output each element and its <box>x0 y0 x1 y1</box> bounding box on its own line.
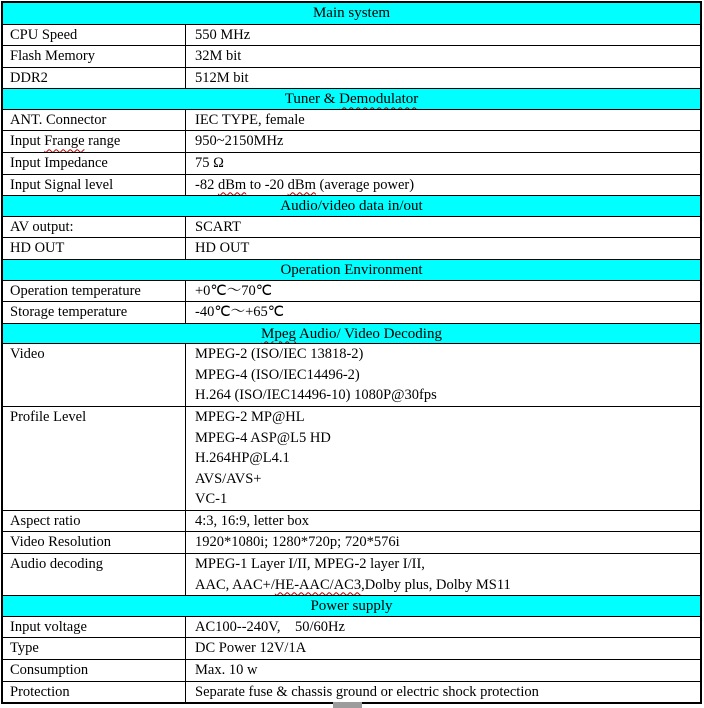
spec-label-cell <box>3 68 186 89</box>
spec-value-cell <box>186 532 700 553</box>
spec-label <box>10 68 185 89</box>
spec-value-line <box>195 175 700 196</box>
text-segment: AV output: <box>10 218 74 235</box>
text-segment: 32M bit <box>195 48 242 65</box>
text-segment: H.264 (ISO/IEC14496-10) 1080P@30fps <box>195 387 437 404</box>
text-segment: Flash Memory <box>10 48 95 65</box>
table-row <box>3 343 700 406</box>
table-row <box>3 109 700 131</box>
spec-value-cell <box>186 660 700 681</box>
text-segment: MPEG-4 (ISO/IEC14496-2) <box>195 366 360 383</box>
text-segment: 550 MHz <box>195 26 251 43</box>
spec-label-cell <box>3 638 186 659</box>
table-row <box>3 301 700 323</box>
text-segment: 75 Ω <box>195 155 224 172</box>
spec-value-cell <box>186 25 700 46</box>
spec-label <box>10 638 185 659</box>
spec-value-cell <box>186 281 700 302</box>
text-segment: Audio/ Video Decoding <box>296 325 442 342</box>
spec-label <box>10 238 185 259</box>
text-segment: -82 <box>195 176 218 193</box>
section-header <box>3 323 700 344</box>
spec-label-cell <box>3 238 186 259</box>
text-segment: to -20 <box>246 176 288 193</box>
spec-label-cell <box>3 532 186 553</box>
spec-value-cell <box>186 344 700 406</box>
spec-label <box>10 281 185 302</box>
table-row <box>3 637 700 659</box>
text-segment: SCART <box>195 218 241 235</box>
spec-label-cell <box>3 660 186 681</box>
table-row <box>3 174 700 196</box>
text-segment: MPEG-2 MP@HL <box>195 408 305 425</box>
spec-label <box>10 46 185 67</box>
text-segment: 4:3, 16:9, letter box <box>195 512 309 529</box>
text-segment: Operation temperature <box>10 282 141 299</box>
spec-label <box>10 532 185 553</box>
misspelled-word: Frange <box>44 133 85 150</box>
spec-label-cell <box>3 617 186 638</box>
misspelled-word: Demodulator <box>339 91 419 108</box>
spec-label-cell <box>3 344 186 406</box>
text-segment: Main system <box>312 5 391 21</box>
spec-label <box>10 25 185 46</box>
spec-value-line <box>195 682 700 703</box>
spec-value-cell <box>186 617 700 638</box>
text-segment: (average power) <box>315 176 415 193</box>
text-segment: Input Impedance <box>10 155 108 172</box>
spec-value-line <box>195 617 700 638</box>
spec-table <box>1 1 702 704</box>
text-segment: Type <box>10 640 39 657</box>
spec-value-cell <box>186 217 700 238</box>
spec-value-line <box>195 46 700 67</box>
misspelled-word: Mpeg <box>261 325 297 342</box>
text-segment: Consumption <box>10 661 89 678</box>
spec-value-line <box>195 68 700 89</box>
spec-value-cell <box>186 554 700 595</box>
text-segment: MPEG-2 (ISO/IEC 13818-2) <box>195 346 364 363</box>
text-segment: Storage temperature <box>10 304 128 321</box>
spec-label-cell <box>3 682 186 703</box>
text-segment: Audio/video data in/out <box>280 198 423 215</box>
text-segment: Separate fuse & chassis ground or electric shock protection <box>195 683 539 700</box>
text-segment: HD OUT <box>195 240 250 257</box>
spec-label-cell <box>3 131 186 152</box>
text-segment: Input <box>10 133 45 150</box>
spec-value-cell <box>186 153 700 174</box>
spec-value-cell <box>186 110 700 131</box>
spec-value-line <box>195 131 700 152</box>
text-segment: CPU Speed <box>10 26 78 43</box>
resize-handle[interactable] <box>333 702 362 708</box>
spec-value-line <box>195 25 700 46</box>
text-segment: AVS/AVS+ <box>195 470 262 487</box>
table-row <box>3 130 700 152</box>
table-row <box>3 152 700 174</box>
table-row <box>3 531 700 553</box>
spec-value-line <box>195 428 700 449</box>
section-header <box>3 259 700 280</box>
spec-label <box>10 302 185 323</box>
text-segment: DDR2 <box>10 69 48 86</box>
table-row <box>3 681 700 703</box>
text-segment: Input voltage <box>10 618 87 635</box>
section-header <box>3 195 700 216</box>
text-segment: AAC, AAC+/ <box>195 576 275 593</box>
spec-label-cell <box>3 407 186 510</box>
text-segment: Operation Environment <box>280 261 423 278</box>
text-segment: 1920*1080i; 1280*720p; 720*576i <box>195 534 400 551</box>
text-segment: AC100--240V, 50/60Hz <box>195 618 345 635</box>
text-segment: Video <box>10 346 45 363</box>
spec-value-line <box>195 110 700 131</box>
spec-label-cell <box>3 281 186 302</box>
spec-value-line <box>195 489 700 510</box>
spec-value-cell <box>186 511 700 532</box>
spec-value-cell <box>186 131 700 152</box>
spec-value-line <box>195 217 700 238</box>
table-row <box>3 510 700 532</box>
text-segment: H.264HP@L4.1 <box>195 450 290 467</box>
spec-label <box>10 344 185 365</box>
text-segment: Power supply <box>310 598 393 615</box>
spec-label-cell <box>3 302 186 323</box>
text-segment: Max. 10 w <box>195 661 258 678</box>
spec-value-line <box>195 511 700 532</box>
text-segment: ,Dolby plus, Dolby MS11 <box>361 576 511 593</box>
spec-value-cell <box>186 175 700 196</box>
spec-label <box>10 682 185 703</box>
spec-label <box>10 554 185 575</box>
table-row <box>3 24 700 46</box>
spec-label <box>10 617 185 638</box>
spec-label-cell <box>3 153 186 174</box>
spec-label-cell <box>3 175 186 196</box>
spec-label-cell <box>3 217 186 238</box>
spec-value-line <box>195 238 700 259</box>
text-segment: Input Signal level <box>10 176 114 193</box>
spec-value-line <box>195 554 700 575</box>
spec-value-cell <box>186 682 700 703</box>
spec-value-line <box>195 302 700 323</box>
table-row <box>3 553 700 595</box>
text-segment: DC Power 12V/1A <box>195 640 307 657</box>
spec-value-line <box>195 281 700 302</box>
spec-value-line <box>195 575 700 596</box>
spec-label <box>10 511 185 532</box>
spec-label <box>10 153 185 174</box>
spec-label <box>10 407 185 428</box>
text-segment: range <box>84 133 121 150</box>
spec-value-line <box>195 344 700 365</box>
spec-value-line <box>195 153 700 174</box>
spec-label-cell <box>3 110 186 131</box>
table-row <box>3 406 700 510</box>
text-segment: Protection <box>10 683 70 700</box>
misspelled-word: HE-AAC/AC3 <box>274 576 362 593</box>
text-segment: MPEG-4 ASP@L5 HD <box>195 429 331 446</box>
spec-value-cell <box>186 407 700 510</box>
section-header <box>3 88 700 109</box>
spec-value-cell <box>186 638 700 659</box>
table-row <box>3 216 700 238</box>
spec-label-cell <box>3 554 186 595</box>
section-header <box>3 595 700 616</box>
misspelled-word: dBm <box>217 176 247 193</box>
spec-value-line <box>195 638 700 659</box>
text-segment: ANT. Connector <box>10 111 107 128</box>
text-segment: -40℃～+65℃ <box>195 304 285 321</box>
text-segment: HD OUT <box>10 240 65 257</box>
spec-value-cell <box>186 238 700 259</box>
text-segment: MPEG-1 Layer I/II, MPEG-2 layer I/II, <box>195 556 425 573</box>
text-segment: Tuner & <box>284 91 340 108</box>
spec-value-line <box>195 469 700 490</box>
text-segment: 512M bit <box>195 69 249 86</box>
spec-value-cell <box>186 302 700 323</box>
table-row <box>3 280 700 302</box>
spec-label <box>10 660 185 681</box>
table-row <box>3 616 700 638</box>
spec-value-line <box>195 407 700 428</box>
table-row <box>3 67 700 89</box>
section-header <box>3 3 700 24</box>
spec-label-cell <box>3 25 186 46</box>
table-row <box>3 45 700 67</box>
text-segment: Aspect ratio <box>10 512 81 529</box>
text-segment: Audio decoding <box>10 556 104 573</box>
spec-value-line <box>195 660 700 681</box>
spec-value-cell <box>186 46 700 67</box>
spec-label <box>10 175 185 196</box>
text-segment: Video Resolution <box>10 534 112 551</box>
spec-label <box>10 131 185 152</box>
spec-label <box>10 217 185 238</box>
table-row <box>3 659 700 681</box>
misspelled-word: dBm <box>287 176 316 193</box>
text-segment: IEC TYPE, female <box>195 111 305 128</box>
text-segment: Profile Level <box>10 408 87 425</box>
spec-value-cell <box>186 68 700 89</box>
spec-label <box>10 110 185 131</box>
spec-value-line <box>195 532 700 553</box>
spec-value-line <box>195 448 700 469</box>
text-segment: VC-1 <box>195 491 228 508</box>
spec-value-line <box>195 385 700 406</box>
spec-label-cell <box>3 511 186 532</box>
spec-value-line <box>195 365 700 386</box>
text-segment: 950~2150MHz <box>195 133 284 150</box>
spec-label-cell <box>3 46 186 67</box>
table-row <box>3 237 700 259</box>
text-segment: +0℃～70℃ <box>195 282 272 299</box>
